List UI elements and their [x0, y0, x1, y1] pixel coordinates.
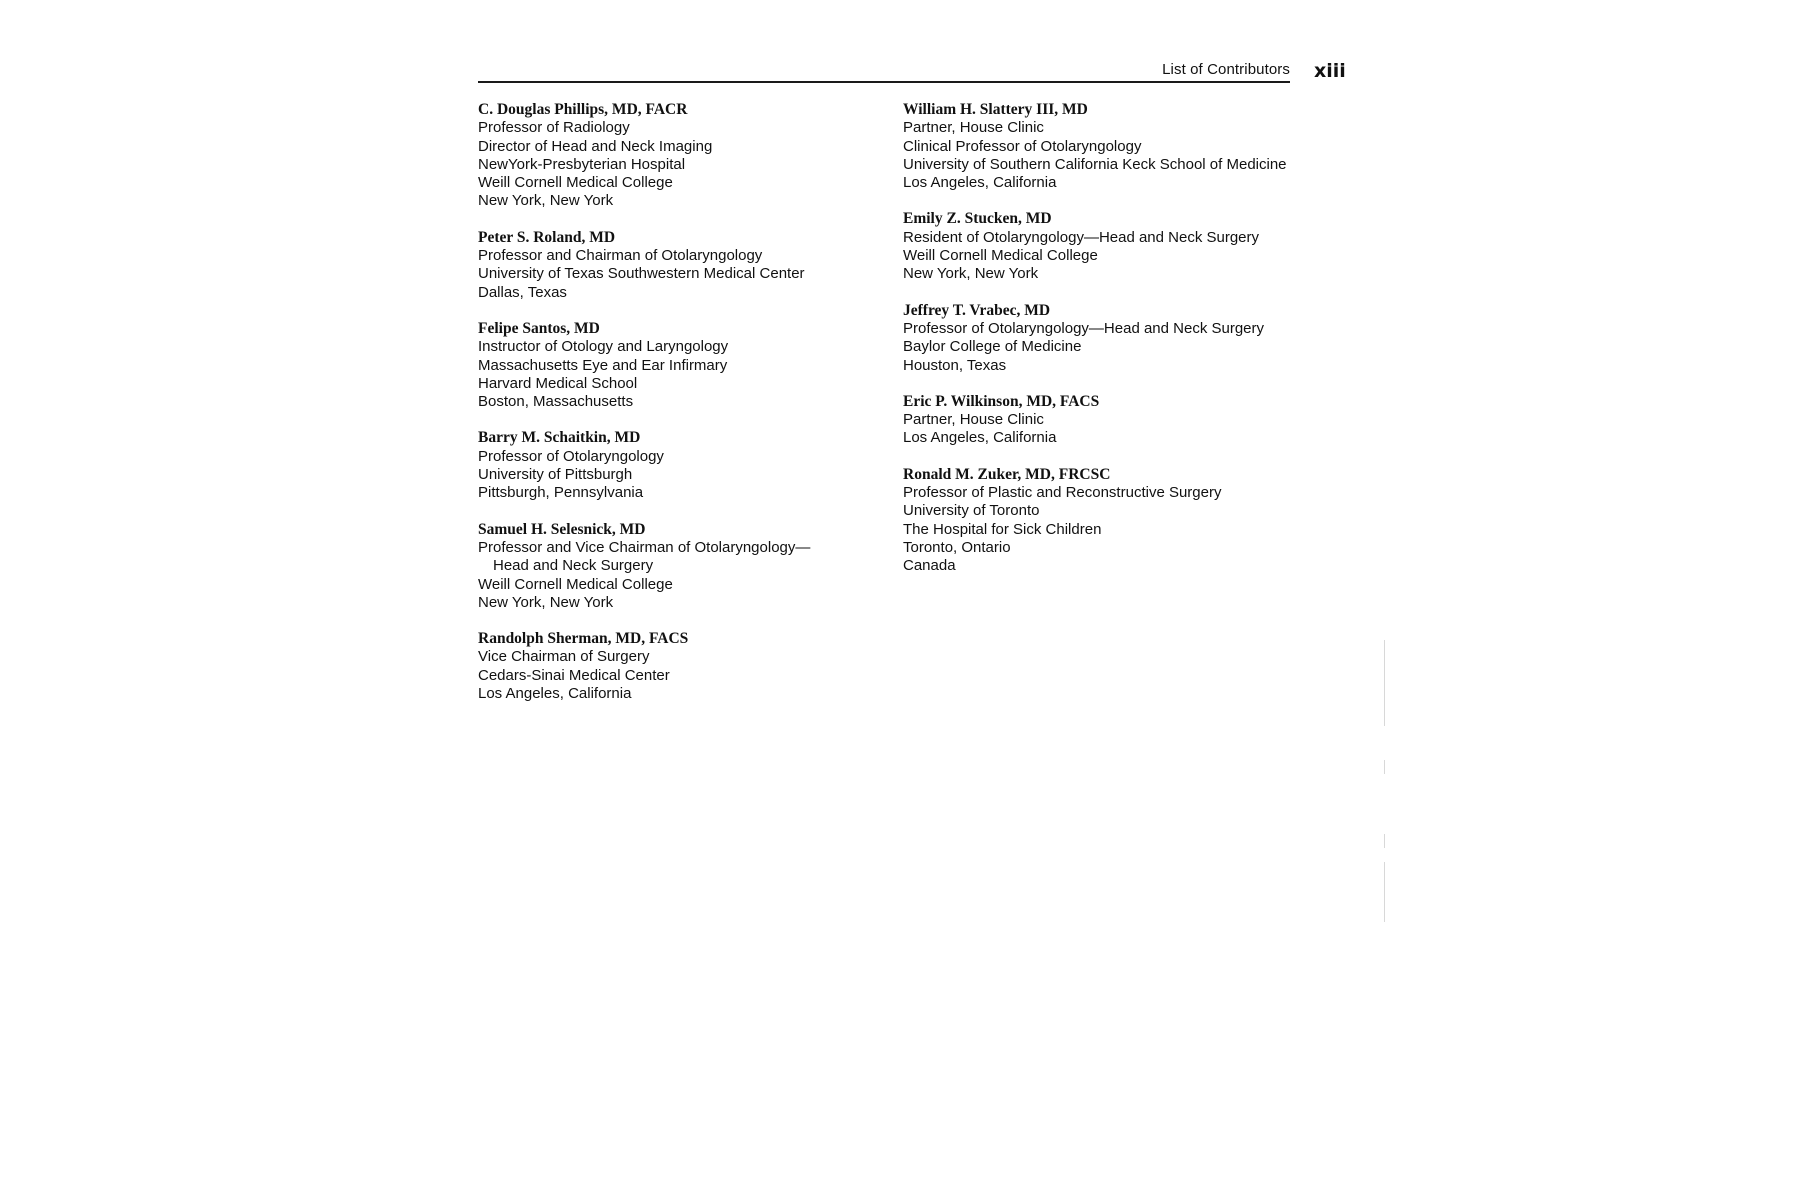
contributor-entry [478, 429, 878, 502]
contributor-entry [903, 210, 1323, 283]
contributor-line: Professor of Otolaryngology [478, 447, 664, 465]
contributor-name: Barry M. Schaitkin, MD [478, 429, 641, 447]
contributor-line: Weill Cornell Medical College [478, 575, 673, 593]
contributor-line: University of Pittsburgh [478, 466, 633, 484]
contributor-line: Professor of Otolaryngology—Head and Neck Surgery [903, 319, 1265, 337]
contributor-line: NewYork-Presbyterian Hospital [478, 155, 686, 173]
contributor-line: Professor and Vice Chairman of Otolaryngology— [478, 538, 811, 556]
contributor-line: Director of Head and Neck Imaging [478, 137, 713, 155]
contributor-line: Los Angeles, California [903, 429, 1057, 447]
contributor-entry [478, 320, 878, 411]
contributor-line: Professor of Plastic and Reconstructive Surgery [903, 484, 1222, 502]
contributor-entry [478, 630, 878, 703]
contributor-name: Peter S. Roland, MD [478, 228, 616, 246]
contributor-line: Weill Cornell Medical College [478, 174, 673, 192]
scan-artifact [1384, 760, 1385, 774]
contributor-line: Dallas, Texas [478, 283, 567, 301]
contributor-line: Baylor College of Medicine [903, 338, 1082, 356]
contributor-line: New York, New York [478, 192, 614, 210]
contributor-entry [478, 521, 878, 612]
contributor-name: Felipe Santos, MD [478, 319, 600, 337]
contributor-name: C. Douglas Phillips, MD, FACR [478, 101, 688, 118]
contributor-name: Randolph Sherman, MD, FACS [478, 630, 689, 648]
contributor-name: William H. Slattery III, MD [903, 101, 1088, 118]
contributor-line: Professor of Radiology [478, 119, 630, 137]
contributor-name: Ronald M. Zuker, MD, FRCSC [903, 465, 1111, 483]
contributor-line: New York, New York [903, 265, 1039, 283]
header-rule [478, 81, 1290, 83]
contributor-line: Clinical Professor of Otolaryngology [903, 137, 1142, 155]
contributor-line: Canada [903, 557, 956, 575]
page-number: xiii [1314, 60, 1346, 82]
contributor-line: University of Texas Southwestern Medical Center [478, 265, 805, 283]
contributor-line: Los Angeles, California [903, 174, 1057, 192]
contributor-entry [903, 393, 1323, 448]
contributor-line: Vice Chairman of Surgery [478, 648, 650, 666]
contributor-name: Samuel H. Selesnick, MD [478, 520, 646, 538]
scan-artifact [1384, 834, 1385, 848]
contributors-right-column [903, 101, 1323, 594]
contributor-line: Los Angeles, California [478, 685, 632, 703]
contributor-entry [903, 302, 1323, 375]
contributor-line: Pittsburgh, Pennsylvania [478, 484, 644, 502]
contributor-line: New York, New York [478, 593, 614, 611]
contributor-entry [478, 101, 878, 211]
contributor-entry [903, 101, 1323, 192]
contributor-line: Professor and Chairman of Otolaryngology [478, 247, 763, 265]
contributor-line: Partner, House Clinic [903, 119, 1044, 137]
contributor-line: Resident of Otolaryngology—Head and Neck Surgery [903, 228, 1260, 246]
contributor-line: Weill Cornell Medical College [903, 247, 1098, 265]
contributor-line: Boston, Massachusetts [478, 393, 634, 411]
contributor-line: Partner, House Clinic [903, 411, 1044, 429]
contributor-line: Head and Neck Surgery [493, 557, 654, 575]
contributor-name: Jeffrey T. Vrabec, MD [903, 301, 1051, 319]
contributors-left-column [478, 101, 878, 721]
contributor-entry [903, 466, 1323, 576]
contributor-name: Emily Z. Stucken, MD [903, 210, 1052, 228]
header-title: List of Contributors [1162, 61, 1290, 78]
contributor-line: Harvard Medical School [478, 374, 638, 392]
contributor-name: Eric P. Wilkinson, MD, FACS [903, 392, 1100, 410]
contributor-line: Instructor of Otology and Laryngology [478, 338, 729, 356]
contributor-line: University of Southern California Keck School of Medicine [903, 155, 1287, 173]
scan-artifact [1384, 862, 1385, 922]
contributor-line: Toronto, Ontario [903, 538, 1011, 556]
contributor-line: Houston, Texas [903, 356, 1007, 374]
scan-artifact [1384, 640, 1385, 726]
contributor-line: University of Toronto [903, 502, 1040, 520]
contributor-entry [478, 229, 878, 302]
contributor-line: The Hospital for Sick Children [903, 520, 1102, 538]
contributor-line: Massachusetts Eye and Ear Infirmary [478, 356, 728, 374]
contributor-line: Cedars-Sinai Medical Center [478, 666, 670, 684]
